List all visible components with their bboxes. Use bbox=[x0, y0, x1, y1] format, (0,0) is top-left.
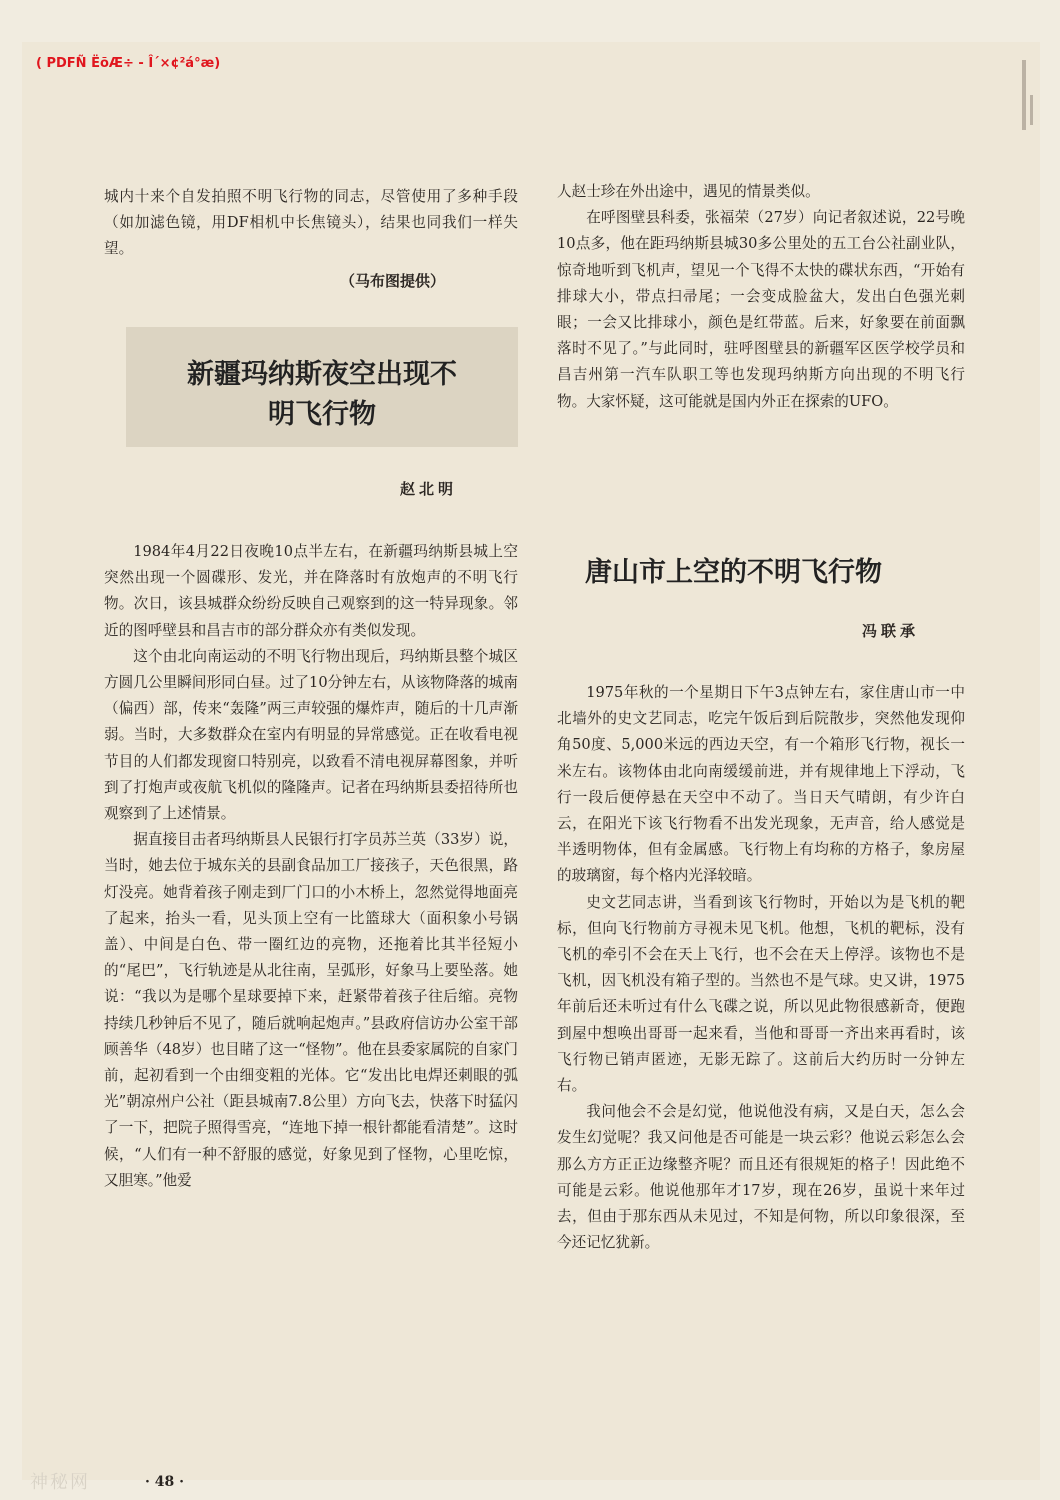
article1-author: 赵北明 bbox=[400, 480, 458, 498]
article1-paragraph: 据直接目击者玛纳斯县人民银行打字员苏兰英（33岁）说，当时，她去位于城东关的县副食品加工厂接孩子，天色很黑，路灯没亮。她背着孩子刚走到厂门口的小木桥上，忽然觉得地面亮了起来，抬头一看，见头顶上空有一比篮球大（面积象小号锅盖）、中间是白色、带一圈红边的亮物，还拖着比其半径短小的“尾巴”，飞行轨迹是从北往南，呈弧形，好象马上要坠落。她说：“我以为是哪个星球要掉下来，赶紧带着孩子往后缩。亮物持续几秒钟后不见了，随后就响起炮声。”县政府信访办公室干部顾善华（48岁）也目睹了这一“怪物”。他在县委家属院的自家门前，起初看到一个由细变粗的光体。它“发出比电焊还刺眼的弧光”朝凉州户公社（距县城南7.8公里）方向飞去，快落下时猛闪了一下，把院子照得雪亮，“连地下掉一根针都能看清楚”。这时候，“人们有一种不舒服的感觉，好象见到了怪物，心里吃惊，又胆寒。”他爱 bbox=[104, 831, 518, 1189]
article1-paragraph: 这个由北向南运动的不明飞行物出现后，玛纳斯县整个城区方圆几公里瞬间形同白昼。过了10分钟左右，从该物降落的城南（偏西）部，传来“轰隆”两三声较强的爆炸声，随后的十几声渐弱。当时，大多数群众在室内有明显的异常感觉。正在收看电视节目的人们都发现窗口特别亮，以致看不清电视屏幕图象，并听到了打炮声或夜航飞机似的隆隆声。记者在玛纳斯县委招待所也观察到了上述情景。 bbox=[104, 647, 518, 823]
article2-paragraph: 我问他会不会是幻觉，他说他没有病，又是白天，怎么会发生幻觉呢？我又问他是否可能是一块云彩？他说云彩怎么会那么方方正正边缘整齐呢？而且还有很规矩的格子！因此绝不可能是云彩。他说他那年才17岁，现在26岁，虽说十来年过去，但由于那东西从未见过，不知是何物，所以印象很深，至今还记忆犹新。 bbox=[557, 1103, 965, 1252]
article2-title: 唐山市上空的不明飞行物 bbox=[585, 557, 882, 588]
prev-article-credit: （马布图提供） bbox=[340, 272, 446, 290]
article1-body bbox=[104, 539, 518, 1194]
article2-body bbox=[557, 680, 965, 1256]
scan-mark bbox=[1030, 95, 1033, 125]
article1-continuation: 在呼图壁县科委，张福荣（27岁）向记者叙述说，22号晚10点多，他在距玛纳斯县城30多公里处的五工台公社副业队，惊奇地听到飞机声，望见一个飞得不太快的碟状东西，“开始有排球大小，带点扫帚尾；一会变成脸盆大，发出白色强光刺眼；一会又比排球小，颜色是红带蓝。后来，好象要在前面飘落时不见了。”与此同时，驻呼图壁县的新疆军区医学校学员和昌吉州第一汽车队职工等也发现玛纳斯方向出现的不明飞行物。大家怀疑，这可能就是国内外正在探索的UFO。 bbox=[557, 209, 965, 410]
left-column bbox=[104, 184, 518, 263]
article2-author: 冯联承 bbox=[862, 622, 920, 640]
article2-paragraph: 1975年秋的一个星期日下午3点钟左右，家住唐山市一中北墙外的史文艺同志，吃完午饭后到后院散步，突然他发现仰角50度、5,000米远的西边天空，有一个箱形飞行物，视长一米左右。该物体由北向南缓缓前进，并有规律地上下浮动，飞行一段后便停悬在天空中不动了。当日天气晴朗，有少许白云，在阳光下该飞行物看不出发光现象，无声音，给人感觉是半透明物体，但有金属感。飞行物上有均称的方格子，象房屋的玻璃窗，每个格内光泽较暗。 bbox=[557, 684, 965, 885]
header-garbled-text: ( PDFÑ ËõÆ÷ - Î´×¢²á°æ) bbox=[36, 56, 221, 71]
article2-paragraph: 史文艺同志讲，当看到该飞行物时，开始以为是飞机的靶标，但向飞行物前方寻视未见飞机。他想，飞机的靶标，没有飞机的牵引不会在天上飞行，也不会在天上停浮。该物也不是飞机，因飞机没有箱子型的。当然也不是气球。史又讲，1975年前后还未听过有什么飞碟之说，所以见此物很感新奇，便跑到屋中想唤出哥哥一起来看，当他和哥哥一齐出来再看时，该飞行物已销声匿迹，无影无踪了。这前后大约历时一分钟左右。 bbox=[557, 893, 965, 1095]
article1-continuation: 人赵士珍在外出途中，遇见的情景类似。 bbox=[557, 183, 820, 200]
watermark: 神秘网 bbox=[30, 1472, 90, 1493]
article1-title-line2: 明飞行物 bbox=[268, 399, 376, 430]
page-number: · 48 · bbox=[145, 1474, 184, 1490]
prev-article-continuation: 城内十来个自发拍照不明飞行物的同志，尽管使用了多种手段（如加滤色镜，用DF相机中长焦镜头），结果也同我们一样失望。 bbox=[104, 188, 518, 258]
article1-paragraph: 1984年4月22日夜晚10点半左右，在新疆玛纳斯县城上空突然出现一个圆碟形、发光，并在降落时有放炮声的不明飞行物。次日，该县城群众纷纷反映自己观察到的这一特异现象。邻近的图呼壁县和昌吉市的部分群众亦有类似发现。 bbox=[104, 543, 518, 639]
article1-title-line1: 新疆玛纳斯夜空出现不 bbox=[187, 359, 457, 390]
right-column-top bbox=[557, 179, 965, 415]
scan-mark bbox=[1022, 60, 1026, 130]
article1-title bbox=[126, 355, 518, 435]
